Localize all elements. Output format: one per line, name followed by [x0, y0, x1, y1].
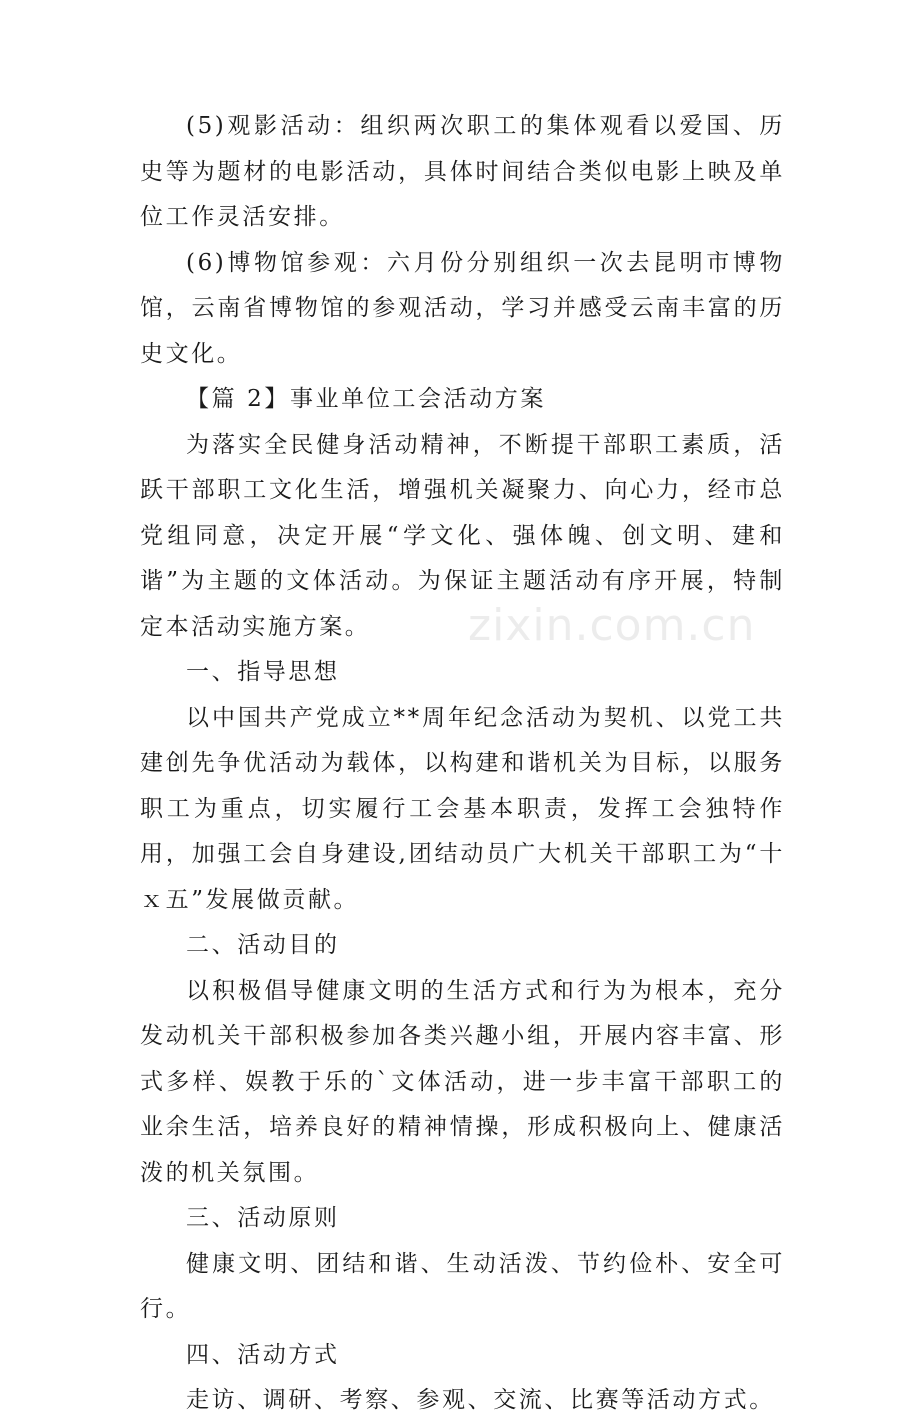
paragraph-film-activity: (5)观影活动：组织两次职工的集体观看以爱国、历史等为题材的电影活动，具体时间结合类似电影上映及单位工作灵活安排。: [140, 113, 785, 230]
heading-activity-purpose: 二、活动目的: [186, 932, 340, 958]
paragraph-introduction: 为落实全民健身活动精神，不断提干部职工素质，活跃干部职工文化生活，增强机关凝聚力、向心力，经市总党组同意，决定开展“学文化、强体魄、创文明、建和谐”为主题的文体活动。为保证主题活动有序开展，特制定本活动实施方案。: [140, 431, 785, 640]
paragraph-activity-purpose: 以积极倡导健康文明的生活方式和行为为根本，充分发动机关干部积极参加各类兴趣小组，开展内容丰富、形式多样、娱教于乐的`文体活动，进一步丰富干部职工的业余生活，培养良好的精神情操，形成积极向上、健康活泼的机关氛围。: [140, 977, 785, 1186]
section-title-part-2: 【篇 2】事业单位工会活动方案: [186, 386, 546, 412]
paragraph-guiding-ideology: 以中国共产党成立**周年纪念活动为契机、以党工共建创先争优活动为载体，以构建和谐机关为目标，以服务职工为重点，切实履行工会基本职责，发挥工会独特作用，加强工会自身建设,团结动员广大机关干部职工为“十ｘ五”发展做贡献。: [140, 704, 785, 913]
heading-activity-methods: 四、活动方式: [186, 1341, 340, 1368]
paragraph-activity-methods: 走访、调研、考察、参观、交流、比赛等活动方式。: [186, 1387, 775, 1413]
watermark: zixin.com.cn: [468, 600, 756, 651]
paragraph-activity-principles: 健康文明、团结和谐、生动活泼、节约俭朴、安全可行。: [140, 1250, 785, 1322]
heading-guiding-ideology: 一、指导思想: [186, 659, 340, 685]
paragraph-museum-visit: (6)博物馆参观：六月份分别组织一次去昆明市博物馆，云南省博物馆的参观活动，学习并感受云南丰富的历史文化。: [140, 249, 785, 367]
document-body: [140, 104, 785, 1424]
heading-activity-principles: 三、活动原则: [186, 1205, 340, 1231]
